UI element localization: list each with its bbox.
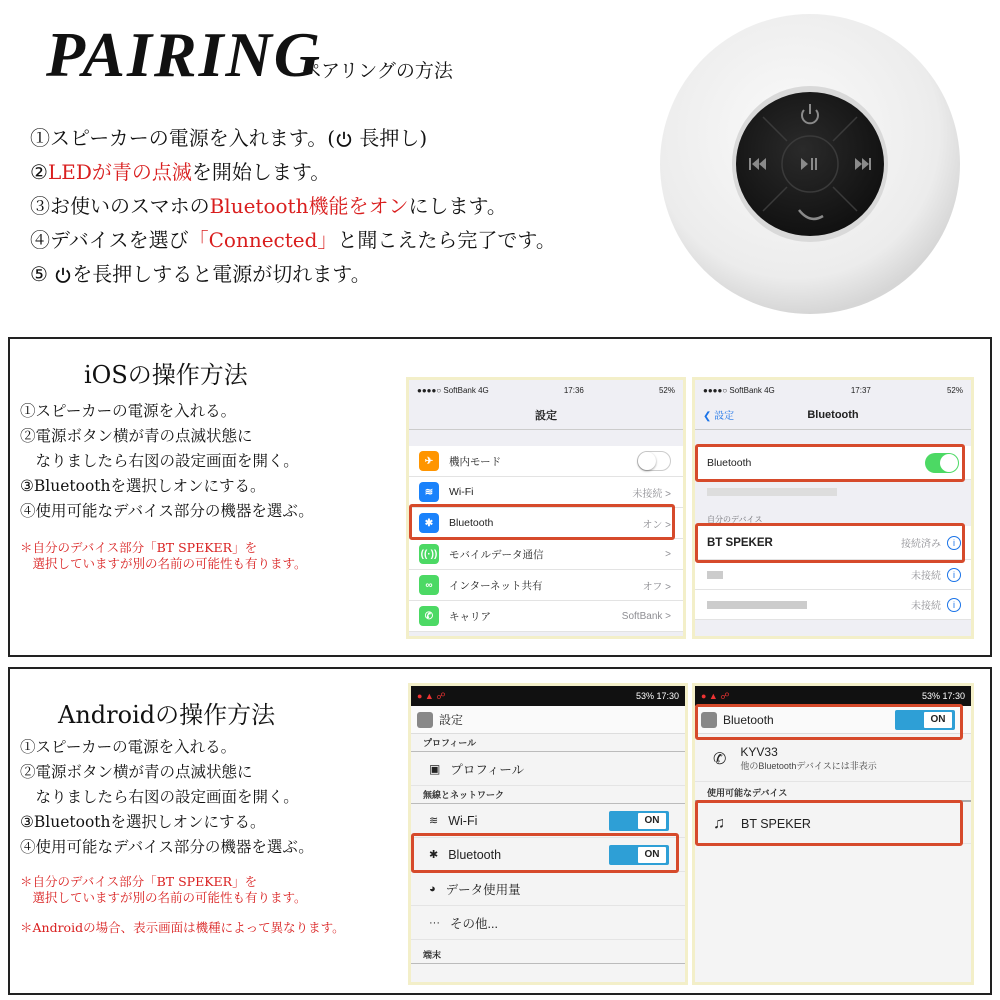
ios-panel — [8, 337, 992, 657]
own-device-row[interactable]: ✆ KYV33 他のBluetoothデバイスには非表示 — [695, 736, 971, 782]
android-note: ＊自分のデバイス部分「BT SPEKER」を 選択していますが別の名前の可能性も有ります。 — [20, 874, 307, 905]
notification-icon: ● ▲ ☍ — [417, 690, 446, 701]
clock: 17:36 — [563, 385, 584, 395]
section-header: プロフィール — [411, 734, 685, 752]
step-2: ②LEDが青の点滅を開始します。 — [30, 160, 331, 184]
bluetooth-row[interactable]: ✱ Bluetooth ON — [411, 838, 685, 872]
blurred-text — [707, 488, 837, 496]
android-step: ②電源ボタン横が青の点滅状態に — [20, 763, 253, 781]
headphones-icon: ♫ — [713, 814, 725, 832]
wifi-row[interactable]: ≋ Wi-Fi ON — [411, 804, 685, 838]
android-bluetooth-screen — [692, 683, 974, 985]
profile-row[interactable]: ▣ プロフィール — [411, 752, 685, 786]
step-3: ③お使いのスマホのBluetooth機能をオンにします。 — [30, 194, 507, 218]
page-title: PAIRING — [46, 19, 322, 90]
nav-title: 設定 — [409, 400, 683, 430]
device-row[interactable]: BT SPEKER 接続済み i — [695, 526, 971, 560]
wifi-toggle[interactable]: ON — [609, 811, 669, 831]
more-icon: ··· — [429, 916, 440, 929]
carrier-label: ●●●●○ SoftBank 4G — [703, 385, 775, 395]
settings-row-bluetooth[interactable]: ✱ Bluetooth オン > — [409, 508, 683, 539]
highlight-box — [695, 704, 963, 740]
ios-step: なりましたら右図の設定画面を開く。 — [20, 452, 299, 470]
ios-note: ＊自分のデバイス部分「BT SPEKER」を 選択していますが別の名前の可能性も有ります。 — [20, 540, 307, 571]
section-header: 自分のデバイス — [707, 515, 763, 524]
power-icon — [335, 129, 353, 147]
settings-row-airplane[interactable]: ✈ 機内モード — [409, 446, 683, 477]
android-panel — [8, 667, 992, 995]
ios-step: ②電源ボタン横が青の点滅状態に — [20, 427, 253, 445]
info-icon[interactable]: i — [947, 536, 961, 550]
highlight-box — [411, 833, 679, 873]
device-row[interactable]: 未接続 i — [695, 590, 971, 620]
android-note-2: ＊Androidの場合、表示画面は機種によって異なります。 — [20, 920, 345, 935]
bluetooth-icon: ✱ — [429, 849, 439, 861]
bluetooth-toggle[interactable]: ON — [609, 845, 669, 865]
highlight-box — [409, 504, 675, 540]
status-right: 53% 17:30 — [921, 691, 965, 701]
wifi-icon: ≋ — [419, 482, 439, 502]
notification-icon: ● ▲ ☍ — [701, 690, 730, 701]
step-4: ④デバイスを選び「Connected」と聞こえたら完了です。 — [30, 228, 556, 252]
android-step-list — [20, 735, 314, 860]
settings-row-wifi[interactable]: ≋ Wi-Fi 未接続 > — [409, 477, 683, 508]
settings-app-icon — [417, 712, 433, 728]
info-icon[interactable]: i — [947, 598, 961, 612]
more-row[interactable]: ··· その他... — [411, 906, 685, 940]
profile-icon: ▣ — [429, 761, 441, 776]
back-button[interactable]: ❮ 設定 — [703, 411, 735, 422]
bluetooth-icon: ✱ — [419, 513, 439, 533]
ios-step: ④使用可能なデバイス部分の機器を選ぶ。 — [20, 502, 314, 520]
highlight-box — [695, 523, 965, 563]
android-settings-screen — [408, 683, 688, 985]
step-1: ①スピーカーの電源を入れます。( 長押し) — [30, 126, 428, 150]
speaker-image — [655, 14, 965, 319]
carrier-label: ●●●●○ SoftBank 4G — [417, 385, 489, 395]
power-icon — [54, 265, 72, 283]
data-usage-row[interactable]: ◕ データ使用量 — [411, 872, 685, 906]
bluetooth-toggle[interactable]: ON — [895, 710, 955, 730]
section-header: 使用可能なデバイス — [695, 784, 971, 802]
ios-step: ③Bluetoothを選択しオンにする。 — [20, 477, 266, 495]
info-icon[interactable]: i — [947, 568, 961, 582]
device-row[interactable]: ♫ BT SPEKER — [695, 804, 971, 844]
nav-title: Bluetooth — [807, 408, 859, 421]
bluetooth-toggle-row[interactable]: Bluetooth — [695, 446, 971, 480]
section-header: 端末 — [411, 946, 685, 964]
section-header: 無線とネットワーク — [411, 786, 685, 804]
page-subtitle: ペアリングの方法 — [302, 60, 453, 82]
android-panel-title: Androidの操作方法 — [58, 701, 276, 729]
ios-step-list — [20, 399, 314, 524]
clock: 17:37 — [850, 385, 871, 395]
settings-row-hotspot[interactable]: ∞ インターネット共有 オフ > — [409, 570, 683, 601]
settings-row-carrier[interactable]: ✆ キャリア SoftBank > — [409, 601, 683, 632]
app-header: 設定 — [411, 706, 685, 734]
status-right: 53% 17:30 — [635, 691, 679, 701]
device-row[interactable]: 未接続 i — [695, 560, 971, 590]
highlight-box — [695, 800, 963, 846]
phone-icon: ✆ — [713, 750, 727, 768]
android-step: なりましたら右図の設定画面を開く。 — [20, 788, 299, 806]
android-step: ③Bluetoothを選択しオンにする。 — [20, 813, 266, 831]
battery-label: 52% — [658, 385, 675, 395]
ios-step: ①スピーカーの電源を入れる。 — [20, 402, 237, 420]
blurred-device-name — [707, 601, 807, 609]
cellular-icon: ((·)) — [419, 544, 439, 564]
blurred-device-name — [707, 571, 723, 579]
battery-label: 52% — [946, 385, 963, 395]
app-header: Bluetooth ON — [695, 706, 971, 734]
hotspot-icon: ∞ — [419, 575, 439, 595]
highlight-box — [695, 444, 965, 482]
settings-row-cellular[interactable]: ((·)) モバイルデータ通信 > — [409, 539, 683, 570]
ios-panel-title: iOSの操作方法 — [84, 361, 248, 389]
wifi-icon: ≋ — [429, 815, 439, 827]
ios-bluetooth-screen — [692, 377, 974, 639]
phone-icon: ✆ — [419, 606, 439, 626]
airplane-toggle[interactable] — [637, 451, 671, 471]
data-usage-icon: ◕ — [429, 882, 436, 895]
airplane-icon: ✈ — [419, 451, 439, 471]
ios-settings-screen — [406, 377, 686, 639]
step-5: ⑤ を長押しすると電源が切れます。 — [30, 262, 371, 286]
android-step: ④使用可能なデバイス部分の機器を選ぶ。 — [20, 838, 314, 856]
android-step: ①スピーカーの電源を入れる。 — [20, 738, 237, 756]
